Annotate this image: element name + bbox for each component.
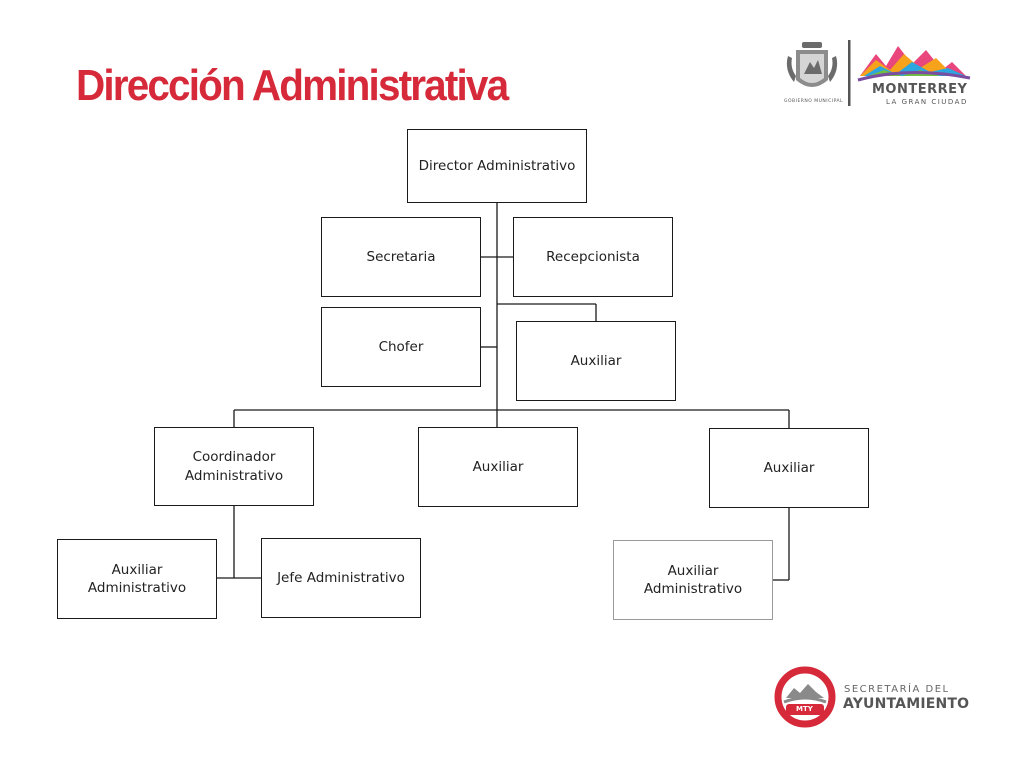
mty-badge-icon [772,664,838,730]
node-auxiliar-center: Auxiliar [418,427,578,507]
badge-text: MTY [796,705,813,713]
city-tagline: LA GRAN CIUDAD [886,98,968,106]
node-coordinador: Coordinador Administrativo [154,427,314,506]
node-secretaria: Secretaria [321,217,481,297]
node-auxiliar-administrativo-right: Auxiliar Administrativo [613,540,773,620]
node-auxiliar-administrativo-left: Auxiliar Administrativo [57,539,217,619]
ayuntamiento-logo-group [772,664,992,730]
city-name: MONTERREY [872,82,968,97]
secretaria-label: SECRETARÍA DEL [844,684,950,695]
node-recepcionista: Recepcionista [513,217,673,297]
node-auxiliar-staff: Auxiliar [516,321,676,401]
monterrey-logo-group [780,36,990,112]
page-title: Dirección Administrativa [76,61,508,110]
node-jefe-administrativo: Jefe Administrativo [261,538,421,618]
node-chofer: Chofer [321,307,481,387]
node-director: Director Administrativo [407,129,587,203]
gobierno-caption: GOBIERNO MUNICIPAL [784,99,844,104]
ayuntamiento-label: AYUNTAMIENTO [843,696,970,712]
node-auxiliar-right: Auxiliar [709,428,869,508]
